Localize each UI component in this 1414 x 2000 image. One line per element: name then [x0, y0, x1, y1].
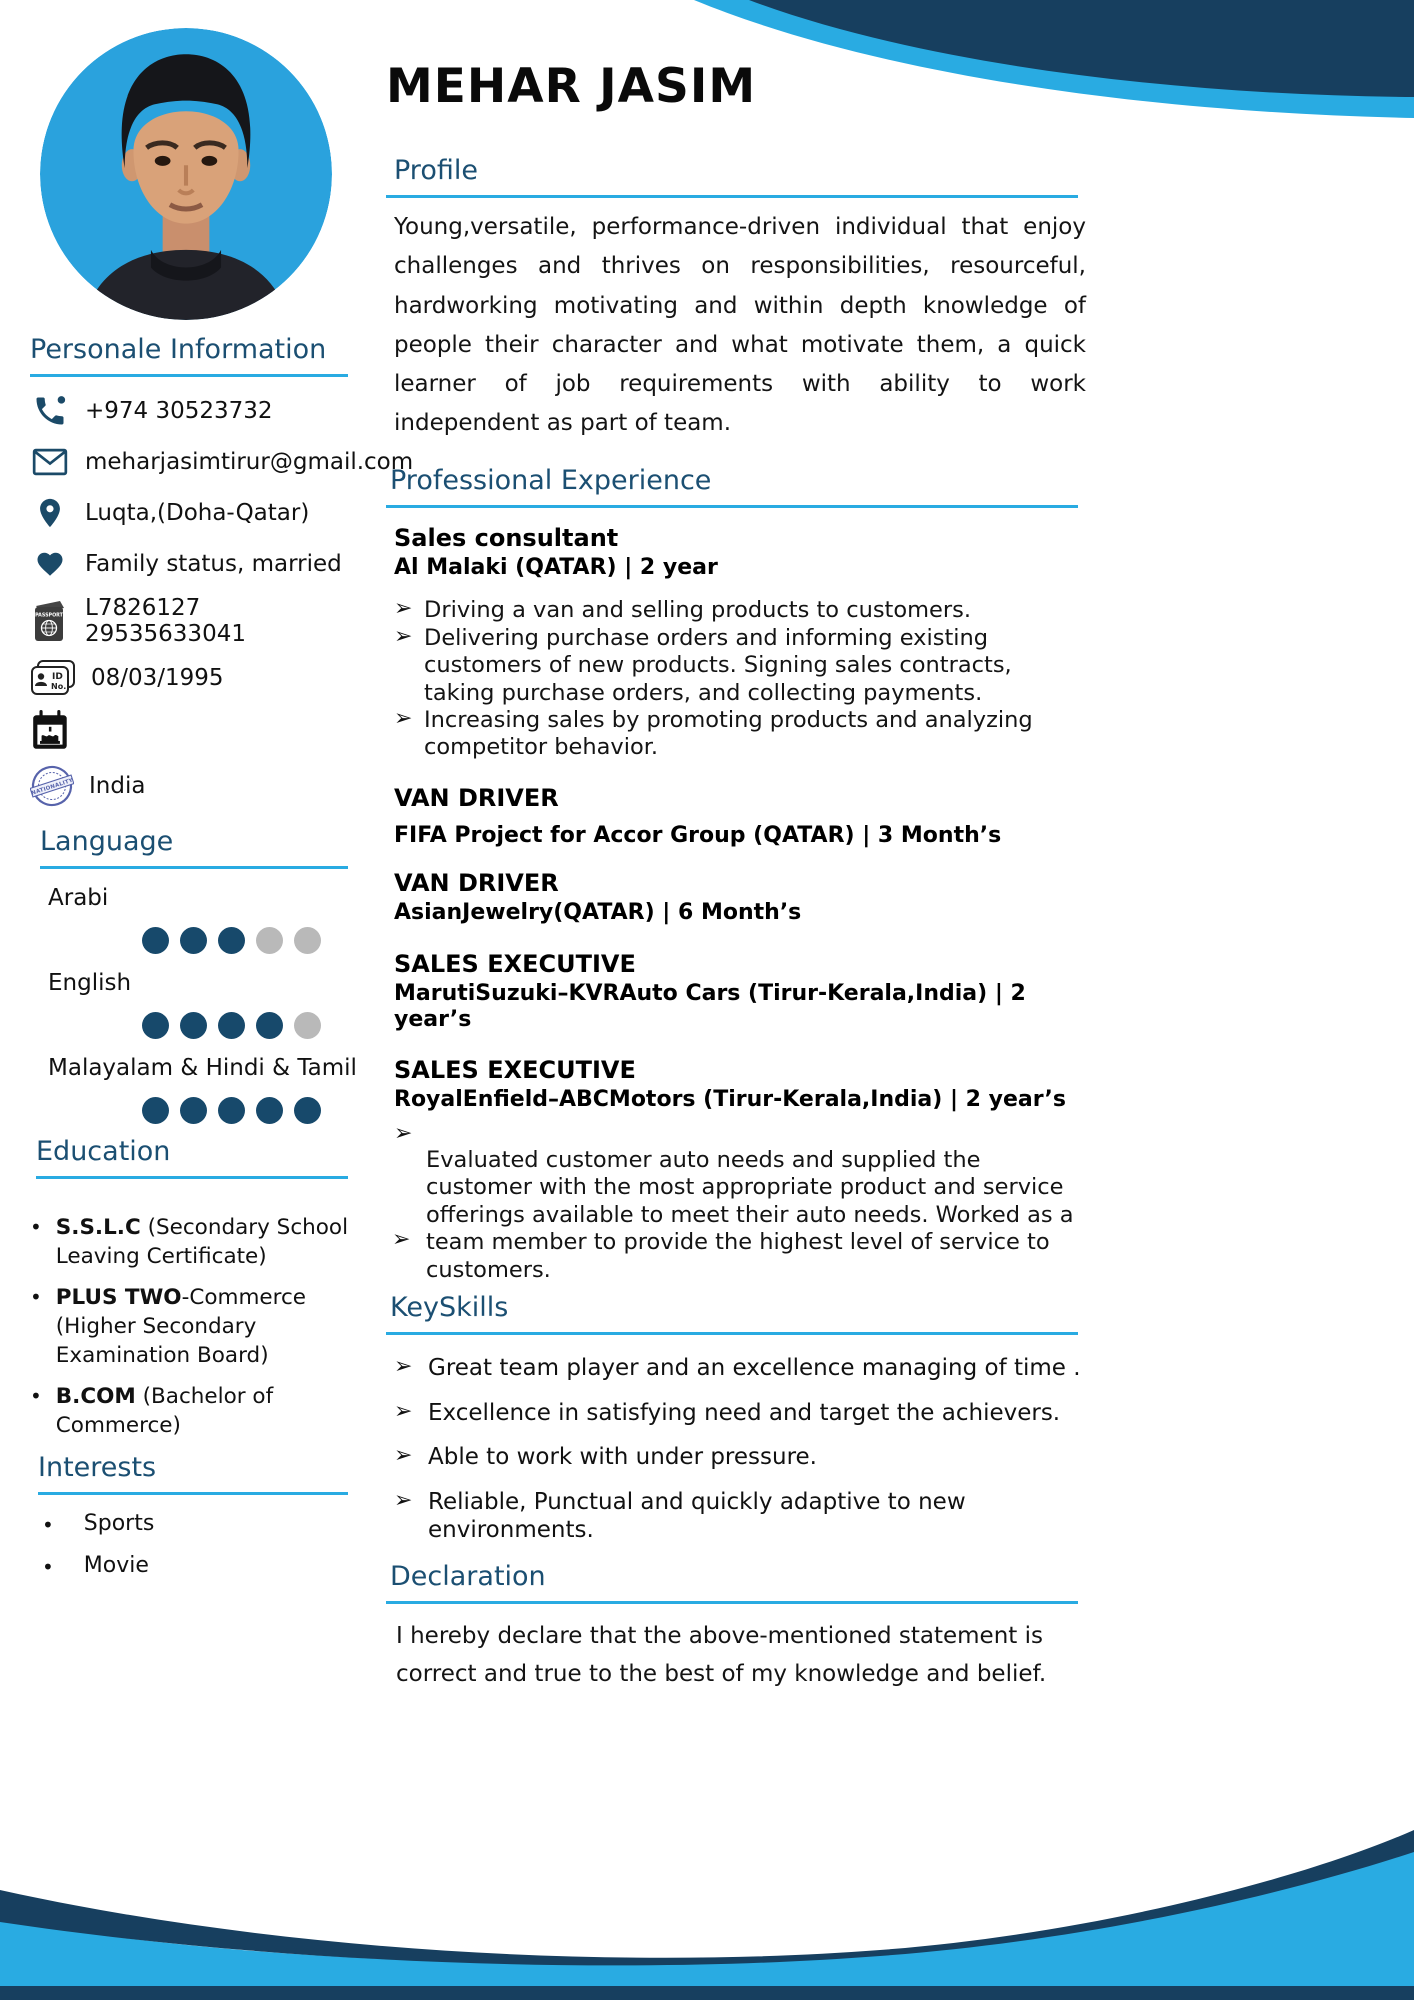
- email-address: meharjasimtirur@gmail.com: [85, 449, 414, 476]
- interest-item-text: Sports: [83, 1511, 155, 1537]
- keyskills-list: [394, 1355, 1086, 1544]
- dot-bullet-icon: •: [42, 1555, 54, 1580]
- contact-family-status: [30, 544, 362, 584]
- declaration-text: I hereby declare that the above-mentioned statement is correct and true to the best of my knowledge and belief.: [396, 1623, 1047, 1688]
- section-underline: [386, 505, 1078, 508]
- svg-text:No.: No.: [51, 682, 67, 692]
- keyskills-section: [386, 1292, 1086, 1544]
- education-list: [30, 1213, 362, 1440]
- level-dot-filled: [218, 927, 245, 954]
- job-subtitle: Al Malaki (QATAR) | 2 year: [394, 554, 718, 580]
- contact-email: [30, 442, 414, 482]
- profile-heading: Profile: [394, 155, 478, 187]
- job-title: VAN DRIVER: [394, 869, 559, 897]
- job-bullet: ➢ Increasing sales by promoting products and analyzing competitor behavior.: [394, 705, 1033, 761]
- interests-list: [30, 1511, 362, 1581]
- location-icon: [30, 494, 70, 532]
- id-card-icon: [30, 659, 76, 697]
- svg-text:ID: ID: [52, 672, 63, 683]
- job-bullet-list: [394, 597, 1086, 762]
- job-title: SALES EXECUTIVE: [394, 1055, 636, 1084]
- keyskill-item: ➢ Able to work with under pressure.: [394, 1443, 817, 1471]
- interests-section: [30, 1452, 362, 1581]
- date-of-birth: 08/03/1995: [91, 665, 224, 692]
- heart-icon: [30, 549, 70, 579]
- arrow-bullet-icon: ➢: [394, 596, 413, 622]
- language-level-dots: [142, 927, 362, 954]
- keyskills-heading: KeySkills: [390, 1292, 509, 1324]
- job-entry: [386, 1056, 1086, 1284]
- job-entry: [386, 784, 1086, 849]
- education-item: [30, 1382, 362, 1440]
- nationality-stamp-icon: [30, 764, 74, 808]
- dot-bullet-icon: •: [30, 1384, 42, 1409]
- job-title: VAN DRIVER: [394, 783, 559, 812]
- svg-text:PASSPORT: PASSPORT: [35, 613, 63, 619]
- education-section: [30, 1136, 362, 1440]
- level-dot-filled: [218, 1012, 245, 1039]
- interest-item: [30, 1553, 362, 1581]
- email-icon: [30, 446, 70, 478]
- location-text: Luqta,(Doha-Qatar): [85, 500, 310, 527]
- contact-nationality: [30, 764, 362, 808]
- job-entry: [386, 869, 1086, 926]
- section-underline: [386, 1601, 1078, 1604]
- education-item: [30, 1213, 362, 1271]
- arrow-bullet-icon: ➢: [392, 1226, 411, 1252]
- level-dot-filled: [256, 1012, 283, 1039]
- arrow-bullet-icon: ➢: [394, 1398, 413, 1424]
- sidebar: [30, 0, 414, 1595]
- language-level-dots: [142, 1097, 362, 1124]
- keyskill-item: ➢ Excellence in satisfying need and target the achievers.: [394, 1398, 1061, 1426]
- job-title: SALES EXECUTIVE: [394, 950, 636, 979]
- contact-phone: [30, 391, 362, 431]
- phone-icon: [30, 393, 70, 429]
- contact-location: [30, 493, 362, 533]
- level-dot-filled: [180, 1097, 207, 1124]
- arrow-bullet-icon: ➢: [394, 1354, 413, 1380]
- arrow-bullet-icon: ➢: [394, 1120, 413, 1146]
- education-item-text: S.S.L.C (Secondary School Leaving Certificate): [55, 1215, 349, 1270]
- interest-item: [30, 1511, 362, 1539]
- bottom-wave-decoration: [0, 1800, 1414, 2000]
- contact-id-date: [30, 658, 362, 698]
- contact-birthday: [30, 709, 362, 753]
- education-item-text: B.COM (Bachelor of Commerce): [55, 1384, 274, 1439]
- job-entry: [386, 950, 1086, 1034]
- dot-bullet-icon: •: [30, 1285, 42, 1310]
- interest-item-text: Movie: [83, 1553, 149, 1579]
- profile-photo: [40, 28, 332, 320]
- family-status-text: Family status, married: [85, 551, 342, 578]
- job-bullet: ➢ Driving a van and selling products to customers.: [394, 596, 972, 624]
- personal-info-section: [30, 334, 414, 808]
- job-entry: [386, 524, 1086, 762]
- language-item: [30, 885, 362, 954]
- education-item: [30, 1283, 362, 1370]
- language-item: [30, 970, 362, 1039]
- svg-text:NATIONALITY: NATIONALITY: [30, 777, 74, 797]
- language-item: [30, 1055, 362, 1124]
- section-underline: [386, 1332, 1078, 1335]
- profile-photo-illustration: [40, 28, 332, 320]
- level-dot-filled: [294, 1097, 321, 1124]
- arrow-bullet-icon: ➢: [394, 705, 413, 731]
- section-underline: [30, 374, 348, 377]
- level-dot-empty: [256, 927, 283, 954]
- section-underline: [36, 1176, 348, 1179]
- language-name: Malayalam & Hindi & Tamil: [48, 1055, 357, 1082]
- keyskill-item: ➢ Great team player and an excellence managing of time .: [394, 1354, 1081, 1382]
- page-title: MEHAR JASIM: [386, 59, 757, 114]
- interests-heading: Interests: [38, 1452, 157, 1484]
- arrow-bullet-icon: ➢: [394, 1487, 413, 1513]
- language-name: English: [48, 970, 132, 997]
- level-dot-empty: [294, 927, 321, 954]
- level-dot-filled: [218, 1097, 245, 1124]
- job-subtitle: MarutiSuzuki–KVRAuto Cars (Tirur-Kerala,India) | 2 year’s: [394, 980, 1026, 1033]
- personal-info-heading: Personale Information: [30, 334, 327, 365]
- level-dot-empty: [294, 1012, 321, 1039]
- language-section: [30, 826, 362, 1124]
- job-title: Sales consultant: [394, 524, 619, 552]
- nationality-text: India: [89, 773, 146, 800]
- language-heading: Language: [40, 826, 174, 858]
- job-bullet: ➢ Delivering purchase orders and informing existing customers of new products. Signing sales contracts, taking purchase orders, and collecting payments.: [394, 623, 1012, 706]
- job-subtitle: RoyalEnfield–ABCMotors (Tirur-Kerala,India) | 2 year’s: [394, 1086, 1066, 1112]
- education-heading: Education: [36, 1136, 171, 1168]
- education-item-text: PLUS TWO-Commerce (Higher Secondary Examination Board): [55, 1285, 307, 1369]
- experience-heading: Professional Experience: [390, 464, 712, 496]
- level-dot-filled: [142, 1012, 169, 1039]
- dot-bullet-icon: •: [30, 1215, 42, 1240]
- language-name: Arabi: [48, 885, 109, 912]
- arrow-bullet-icon: ➢: [394, 1443, 413, 1469]
- level-dot-filled: [256, 1097, 283, 1124]
- main-content: [386, 59, 1086, 1694]
- phone-number: +974 30523732: [85, 398, 273, 425]
- dot-bullet-icon: •: [42, 1513, 54, 1538]
- passport-numbers: L7826127 29535633041: [85, 595, 246, 648]
- section-underline: [40, 866, 348, 869]
- language-level-dots: [142, 1012, 362, 1039]
- section-underline: [38, 1492, 348, 1495]
- level-dot-filled: [142, 1097, 169, 1124]
- passport-icon: [30, 598, 70, 644]
- profile-text: Young,versatile, performance-driven individual that enjoy challenges and thrives on responsibilities, resourceful, hardworking motivating and within depth knowledge of people their character and what motivate them, a quick learner of job requirements with ability to work independent as part of team.: [394, 214, 1086, 436]
- declaration-section: [386, 1561, 1086, 1694]
- section-underline: [386, 195, 1078, 198]
- level-dot-filled: [180, 1012, 207, 1039]
- job-subtitle: AsianJewelry(QATAR) | 6 Month’s: [394, 899, 802, 925]
- keyskill-item: ➢ Reliable, Punctual and quickly adaptive to new environments.: [394, 1487, 966, 1543]
- job-bullet: ➢ Evaluated customer auto needs and supplied the customer with the most appropriate product and service offerings available to meet their auto needs. Worked as a team member to provide the highest level of service to customers.: [392, 1146, 1074, 1283]
- level-dot-filled: [142, 927, 169, 954]
- declaration-heading: Declaration: [390, 1561, 546, 1593]
- arrow-bullet-icon: ➢: [394, 623, 413, 649]
- job-subtitle: FIFA Project for Accor Group (QATAR) | 3 Month’s: [394, 822, 1002, 848]
- contact-list: [30, 391, 414, 808]
- profile-section: [386, 155, 1086, 443]
- experience-section: [386, 465, 1086, 1284]
- contact-passport: [30, 595, 362, 647]
- level-dot-filled: [180, 927, 207, 954]
- birthday-icon: [30, 709, 72, 753]
